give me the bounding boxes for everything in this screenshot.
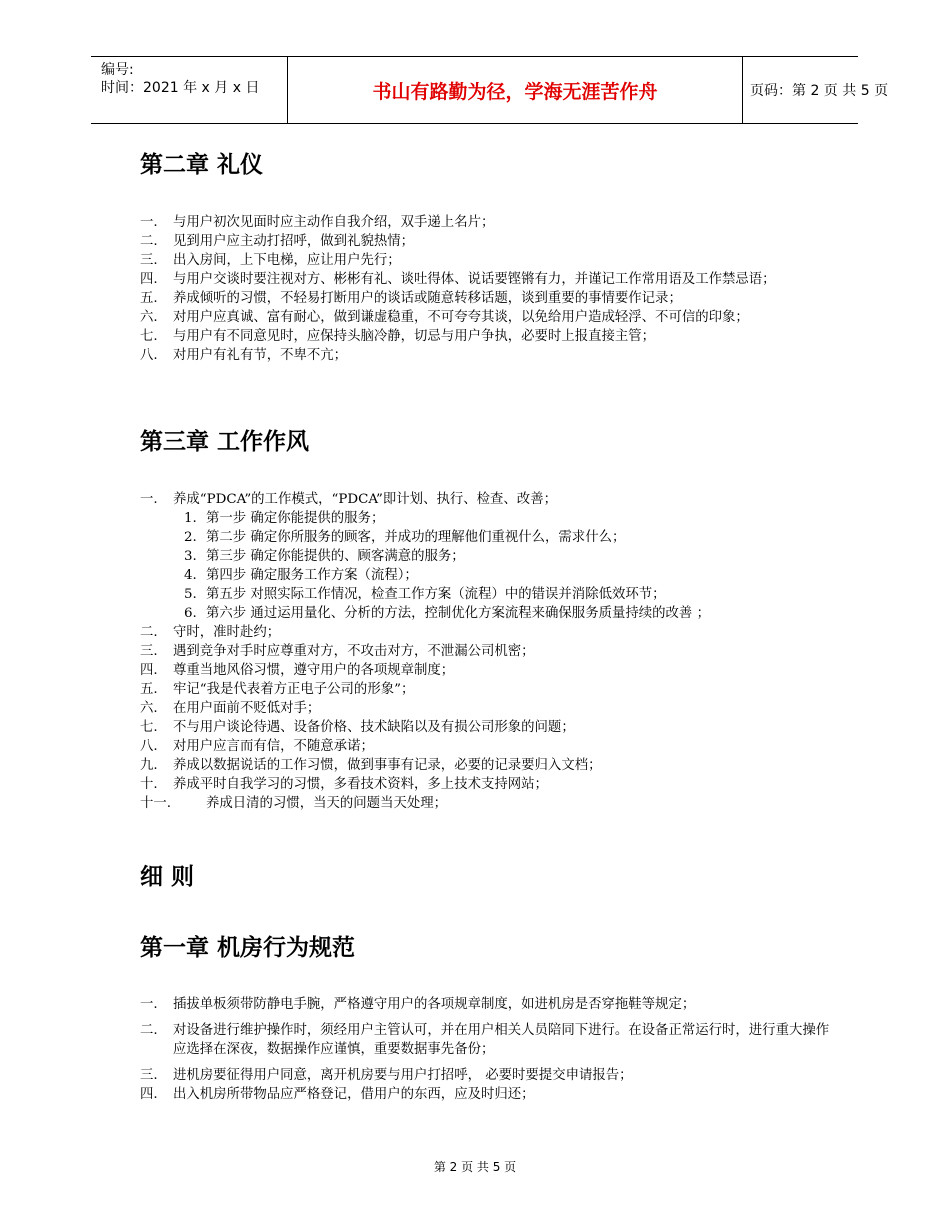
list-item-text: 与用户有不同意见时，应保持头脑冷静，切忌与用户争执，必要时上报直接主管； bbox=[173, 329, 656, 344]
motto-text: 书山有路勤为径，学海无涯苦作舟 bbox=[372, 80, 658, 103]
list-item-number: 九. bbox=[140, 758, 158, 773]
list-item-text: 对用户有礼有节，不卑不亢； bbox=[173, 348, 348, 363]
header-page-cell bbox=[742, 57, 889, 123]
list-item-number: 五. bbox=[140, 682, 158, 697]
list-item bbox=[140, 585, 830, 604]
list-item bbox=[140, 289, 830, 308]
list-item bbox=[140, 794, 830, 813]
header-meta-cell bbox=[91, 57, 287, 123]
list-item bbox=[140, 756, 830, 775]
list-item-text: 牢记“我是代表着方正电子公司的形象”； bbox=[173, 682, 415, 697]
list-item-number: 二. bbox=[140, 1023, 158, 1038]
etiquette-list bbox=[140, 213, 830, 365]
list-item bbox=[140, 509, 830, 528]
list-item bbox=[140, 566, 830, 585]
list-item bbox=[140, 1066, 830, 1085]
list-item-text: 不与用户谈论待遇、设备价格、技术缺陷以及有损公司形象的问题； bbox=[173, 720, 575, 735]
list-item bbox=[140, 604, 830, 623]
list-item bbox=[140, 547, 830, 566]
list-item-number: 三. bbox=[140, 253, 158, 268]
page-footer: 第 2 页 共 5 页 bbox=[433, 1160, 517, 1174]
list-item-number: 七. bbox=[140, 329, 158, 344]
list-item-number: 十一. bbox=[140, 796, 172, 811]
list-item bbox=[140, 213, 830, 232]
list-item-number: 四. bbox=[140, 272, 158, 287]
page-info: 页码：第 2 页 共 5 页 bbox=[750, 83, 889, 99]
list-item-text: 第三步 确定你能提供的、顾客满意的服务； bbox=[206, 549, 465, 564]
list-item-number: 四. bbox=[140, 1087, 158, 1102]
list-item-text: 对用户应真诚、富有耐心，做到谦虚稳重，不可夸夸其谈，以免给用户造成轻浮、不可信的印象； bbox=[173, 310, 749, 325]
list-item-text: 第四步 确定服务工作方案（流程）； bbox=[206, 568, 418, 583]
list-item-number: 二. bbox=[140, 625, 158, 640]
list-item-number: 四. bbox=[140, 663, 158, 678]
list-item bbox=[140, 251, 830, 270]
list-item-text: 养成平时自我学习的习惯，多看技术资料，多上技术支持网站； bbox=[173, 777, 548, 792]
list-item-text: 第六步 通过运用量化、分析的方法，控制优化方案流程来确保服务质量持续的改善 ； bbox=[206, 606, 710, 621]
list-item bbox=[140, 232, 830, 251]
list-item-text: 见到用户应主动打招呼，做到礼貌热情； bbox=[173, 234, 415, 249]
list-item bbox=[140, 737, 830, 756]
page-header bbox=[91, 56, 889, 124]
list-item-text: 养成日清的习惯，当天的问题当天处理； bbox=[206, 796, 448, 811]
serial-label: 编号: bbox=[101, 62, 134, 78]
list-item bbox=[140, 718, 830, 737]
list-item bbox=[140, 661, 830, 680]
list-item bbox=[140, 775, 830, 794]
list-item-number: 二. bbox=[140, 234, 158, 249]
list-item-number: 1. bbox=[184, 511, 197, 526]
list-item bbox=[140, 995, 830, 1014]
list-item-text: 第一步 确定你能提供的服务； bbox=[206, 511, 385, 526]
list-item bbox=[140, 270, 830, 289]
list-item-number: 八. bbox=[140, 348, 158, 363]
chapter-title-etiquette: 第二章 礼仪 bbox=[140, 152, 264, 178]
list-item bbox=[140, 346, 830, 365]
list-item-number: 五. bbox=[140, 291, 158, 306]
header-motto-cell bbox=[287, 57, 743, 123]
list-item-number: 4. bbox=[184, 568, 197, 583]
list-item-text: 尊重当地风俗习惯，遵守用户的各项规章制度； bbox=[173, 663, 455, 678]
list-item bbox=[140, 327, 830, 346]
list-item-number: 十. bbox=[140, 777, 158, 792]
list-item-text: 养成“PDCA”的工作模式，“PDCA”即计划、执行、检查、改善； bbox=[173, 492, 557, 507]
list-item-number: 一. bbox=[140, 492, 158, 507]
list-item-text: 遇到竞争对手时应尊重对方，不攻击对方，不泄漏公司机密； bbox=[173, 644, 535, 659]
list-item bbox=[140, 699, 830, 718]
list-item bbox=[140, 528, 830, 547]
machine-room-list bbox=[140, 995, 830, 1104]
list-item bbox=[140, 642, 830, 661]
list-item-number: 六. bbox=[140, 310, 158, 325]
list-item-number: 八. bbox=[140, 739, 158, 754]
list-item-number: 六. bbox=[140, 701, 158, 716]
list-item-number: 三. bbox=[140, 1068, 158, 1083]
section-title-details: 细 则 bbox=[140, 864, 195, 890]
list-item-text: 第五步 对照实际工作情况，检查工作方案（流程）中的错误并消除低效环节； bbox=[206, 587, 666, 602]
list-item-text: 插拔单板须带防静电手腕，严格遵守用户的各项规章制度，如进机房是否穿拖鞋等规定； bbox=[173, 997, 696, 1012]
list-item bbox=[140, 490, 830, 509]
list-item bbox=[140, 308, 830, 327]
list-item bbox=[140, 680, 830, 699]
list-item-text: 进机房要征得用户同意，离开机房要与用户打招呼， 必要时要提交申请报告； bbox=[173, 1068, 633, 1083]
list-item bbox=[140, 623, 830, 642]
chapter-title-machine-room: 第一章 机房行为规范 bbox=[140, 935, 356, 961]
list-item-text: 守时，准时赴约； bbox=[173, 625, 281, 640]
list-item-number: 6. bbox=[184, 606, 197, 621]
list-item-text: 对设备进行维护操作时，须经用户主管认可，并在用户相关人员陪同下进行。在设备正常运行时，进行重大操作应选择在深夜，数据操作应谨慎，重要数据事先备份； bbox=[173, 1023, 830, 1057]
list-item-number: 七. bbox=[140, 720, 158, 735]
list-item-number: 3. bbox=[184, 549, 197, 564]
list-item-text: 第二步 确定你所服务的顾客，并成功的理解他们重视什么，需求什么； bbox=[206, 530, 626, 545]
list-item bbox=[140, 1085, 830, 1104]
list-item-text: 出入房间，上下电梯，应让用户先行； bbox=[173, 253, 401, 268]
list-item-text: 出入机房所带物品应严格登记，借用户的东西，应及时归还； bbox=[173, 1087, 535, 1102]
list-item-text: 与用户交谈时要注视对方、彬彬有礼、谈吐得体、说话要铿锵有力，并谨记工作常用语及工作禁忌语； bbox=[173, 272, 776, 287]
list-item-number: 5. bbox=[184, 587, 197, 602]
list-item-number: 一. bbox=[140, 215, 158, 230]
list-item bbox=[140, 1021, 830, 1059]
list-item-text: 与用户初次见面时应主动作自我介绍，双手递上名片； bbox=[173, 215, 495, 230]
chapter-title-work-style: 第三章 工作作风 bbox=[140, 429, 310, 455]
list-item-text: 对用户应言而有信，不随意承诺； bbox=[173, 739, 374, 754]
list-item-text: 养成倾听的习惯，不轻易打断用户的谈话或随意转移话题，谈到重要的事情要作记录； bbox=[173, 291, 682, 306]
work-style-list bbox=[140, 490, 830, 813]
list-item-text: 在用户面前不贬低对手； bbox=[173, 701, 321, 716]
list-item-number: 一. bbox=[140, 997, 158, 1012]
list-item-number: 三. bbox=[140, 644, 158, 659]
time-label: 时间：2021 年 x 月 x 日 bbox=[101, 80, 260, 96]
list-item-text: 养成以数据说话的工作习惯，做到事事有记录，必要的记录要归入文档； bbox=[173, 758, 602, 773]
list-item-number: 2. bbox=[184, 530, 197, 545]
